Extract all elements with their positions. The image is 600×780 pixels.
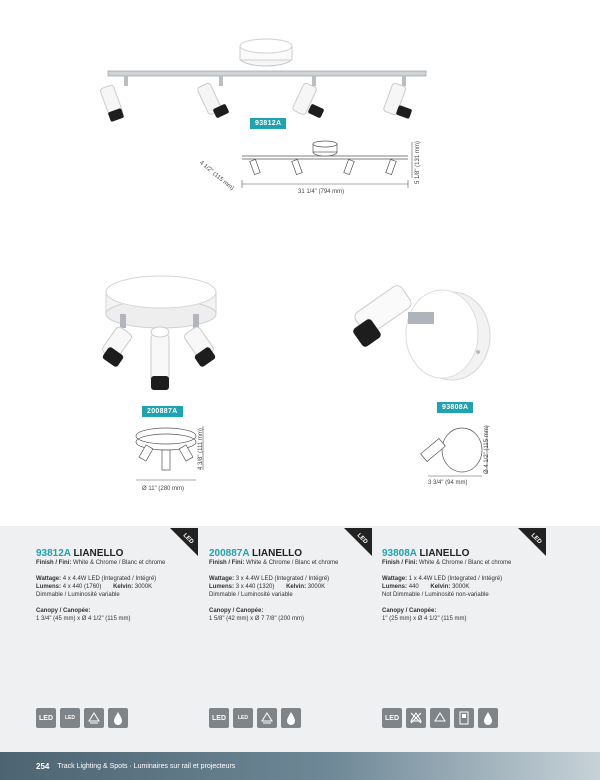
led-bulb-icon: LED: [233, 708, 253, 728]
dim-height-93808a: Ø 4 1/2" (115 mm): [484, 425, 490, 474]
spec-column-93808a: [382, 548, 557, 623]
dim-width-93812a: 31 1/4" (794 mm): [298, 189, 345, 195]
led-icon: LED: [209, 708, 229, 728]
lumens-line: Lumens: 440 Kelvin: 3000K: [382, 584, 470, 590]
line-drawing-93812a: [236, 140, 416, 190]
led-corner-label-2: LED: [355, 532, 369, 546]
canopy-value: 1 3/4" (45 mm) x Ø 4 1/2" (115 mm): [36, 616, 131, 622]
canopy-label: Canopy / Canopée:: [209, 608, 264, 614]
footer-section-title: Track Lighting & Spots · Luminaires sur rail et projecteurs: [57, 762, 236, 770]
product-code-heading: 93808A LIANELLO: [382, 548, 470, 559]
product-tag-top: 93812A: [250, 118, 286, 129]
finish-line: Finish / Fini: White & Chrome / Blanc et chrome: [382, 560, 512, 566]
dimmable-icon: [430, 708, 450, 728]
damp-location-icon: [108, 708, 128, 728]
dimmable-line: Dimmable / Luminosité variable: [209, 592, 293, 598]
spec-column-200887a: [209, 548, 384, 623]
wattage-line: Wattage: 1 x 4.4W LED (Integrated / Intégré): [382, 576, 503, 582]
not-dimmable-icon: [406, 708, 426, 728]
dim-height-200887a: 4 3/8" (111 mm): [198, 428, 204, 470]
led-corner-label-3: LED: [529, 532, 543, 546]
product-code-heading: 200887A LIANELLO: [209, 548, 303, 559]
led-corner-label-1: LED: [181, 532, 195, 546]
dimmable-line: Not Dimmable / Luminosité non-variable: [382, 592, 489, 598]
led-bulb-icon: LED: [60, 708, 80, 728]
lumens-line: Lumens: 4 x 440 (1760) Kelvin: 3000K: [36, 584, 153, 590]
line-drawing-93808a: [420, 420, 490, 478]
dim-height-93812a: 5 1/8" (131 mm): [415, 141, 421, 184]
switch-icon: [454, 708, 474, 728]
dimmable-line: Dimmable / Luminosité variable: [36, 592, 120, 598]
canopy-value: 1" (25 mm) x Ø 4 1/2" (115 mm): [382, 616, 467, 622]
dimmable-icon: [257, 708, 277, 728]
page-footer: [0, 752, 600, 780]
feature-icons-93808a: [382, 708, 498, 728]
dimmable-icon: [84, 708, 104, 728]
page-number: 254: [36, 761, 50, 771]
canopy-label: Canopy / Canopée:: [382, 608, 437, 614]
damp-location-icon: [281, 708, 301, 728]
product-image-200887a: [98, 272, 228, 407]
lumens-line: Lumens: 3 x 440 (1320) Kelvin: 3000K: [209, 584, 326, 590]
product-image-93808a: [340, 272, 500, 392]
feature-icons-93812a: [36, 708, 128, 728]
product-tag-right: 93808A: [437, 402, 473, 413]
damp-location-icon: [478, 708, 498, 728]
finish-line: Finish / Fini: White & Chrome / Blanc et chrome: [36, 560, 166, 566]
dim-width-93808a: 3 3/4" (94 mm): [428, 480, 468, 486]
wattage-line: Wattage: 4 x 4.4W LED (Integrated / Intégré): [36, 576, 157, 582]
canopy-label: Canopy / Canopée:: [36, 608, 91, 614]
led-icon: LED: [36, 708, 56, 728]
canopy-value: 1 5/8" (42 mm) x Ø 7 7/8" (200 mm): [209, 616, 304, 622]
wattage-line: Wattage: 3 x 4.4W LED (Integrated / Intégré): [209, 576, 330, 582]
dim-width-200887a: Ø 11" (280 mm): [142, 486, 185, 492]
finish-line: Finish / Fini: White & Chrome / Blanc et chrome: [209, 560, 339, 566]
product-code-heading: 93812A LIANELLO: [36, 548, 124, 559]
led-icon: LED: [382, 708, 402, 728]
dim-depth-93812a: 4 1/2" (115 mm): [198, 160, 235, 192]
spec-column-93812a: [36, 548, 211, 623]
feature-icons-200887a: [209, 708, 301, 728]
product-tag-left: 200887A: [142, 406, 183, 417]
